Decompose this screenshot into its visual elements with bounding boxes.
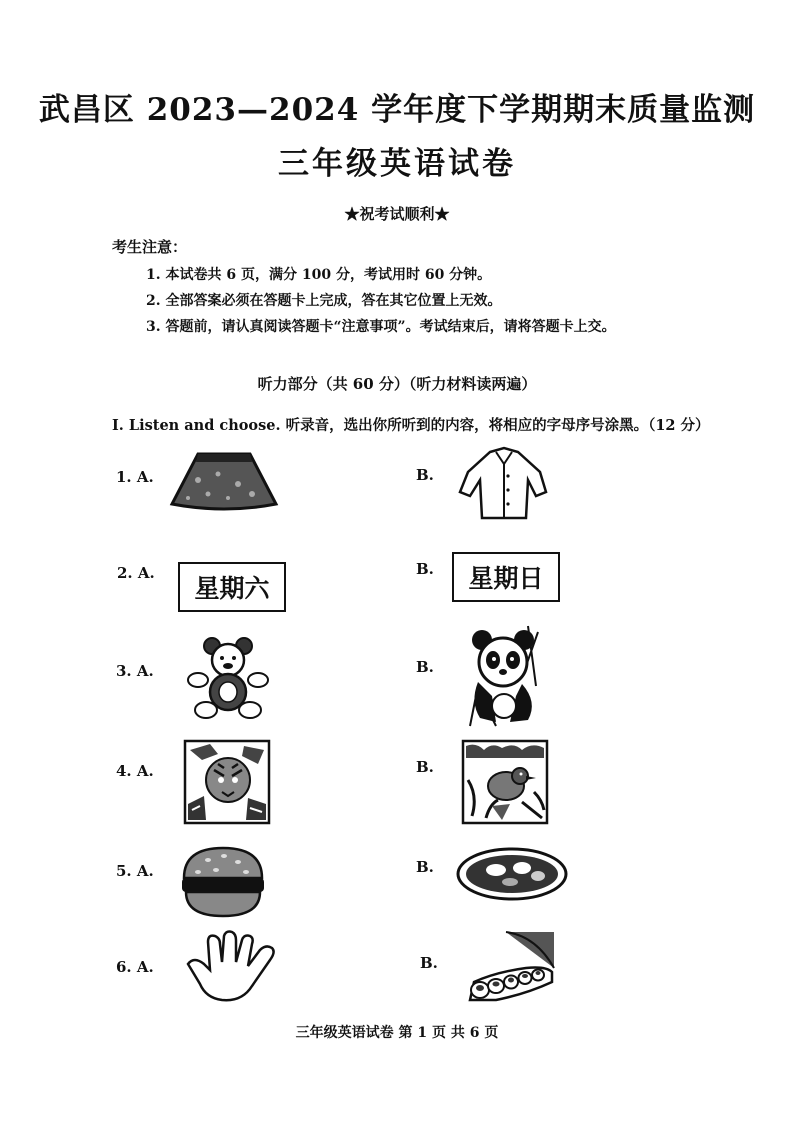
q2-option-b-label: B. [416,560,434,578]
tiger-icon [184,740,270,824]
q6-option-b-label: B. [420,954,438,972]
notice-item: 3. 答题前，请认真阅读答题卡“注意事项”。考试结束后，请将答题卡上交。 [146,319,616,335]
shirt-icon [456,444,552,526]
saturday-card: 星期六 [178,562,286,612]
part1-instruction: I. Listen and choose. 听录音，选出你所听到的内容，将相应的字母序号涂黑。（12 分） [112,417,710,434]
q3-option-b-label: B. [416,658,434,676]
q5-option-a-label: 5. A. [116,862,154,880]
q2-option-a-label: 2. A. [117,564,155,582]
q1-option-a-label: 1. A. [116,468,154,486]
q6-option-a-label: 6. A. [116,958,154,976]
skirt-icon [168,450,280,512]
sunday-card: 星期日 [452,552,560,602]
hamburger-icon [178,844,268,920]
teddy-bear-icon [184,636,272,720]
q3-option-a-label: 3. A. [116,662,154,680]
toes-icon [466,928,556,1006]
soup-icon [456,846,568,902]
q4-option-a-label: 4. A. [116,762,154,780]
notice-list [146,262,616,340]
q5-option-b-label: B. [416,858,434,876]
bird-icon [462,740,548,824]
hand-icon [180,930,280,1004]
panda-icon [466,626,546,726]
notice-item: 2. 全部答案必须在答题卡上完成，答在其它位置上无效。 [146,293,502,309]
q4-option-b-label: B. [416,758,434,776]
exam-title: 武昌区 2023—2024 学年度下学期期末质量监测 [38,92,756,128]
good-luck-line: ★祝考试顺利★ [344,205,450,223]
page-footer: 三年级英语试卷 第 1 页 共 6 页 [295,1025,499,1041]
listening-section-heading: 听力部分（共 60 分）（听力材料读两遍） [257,375,537,393]
q1-option-b-label: B. [416,466,434,484]
notice-heading: 考生注意： [112,238,188,256]
notice-item: 1. 本试卷共 6 页，满分 100 分，考试用时 60 分钟。 [146,267,492,283]
exam-subtitle: 三年级英语试卷 [278,146,516,182]
